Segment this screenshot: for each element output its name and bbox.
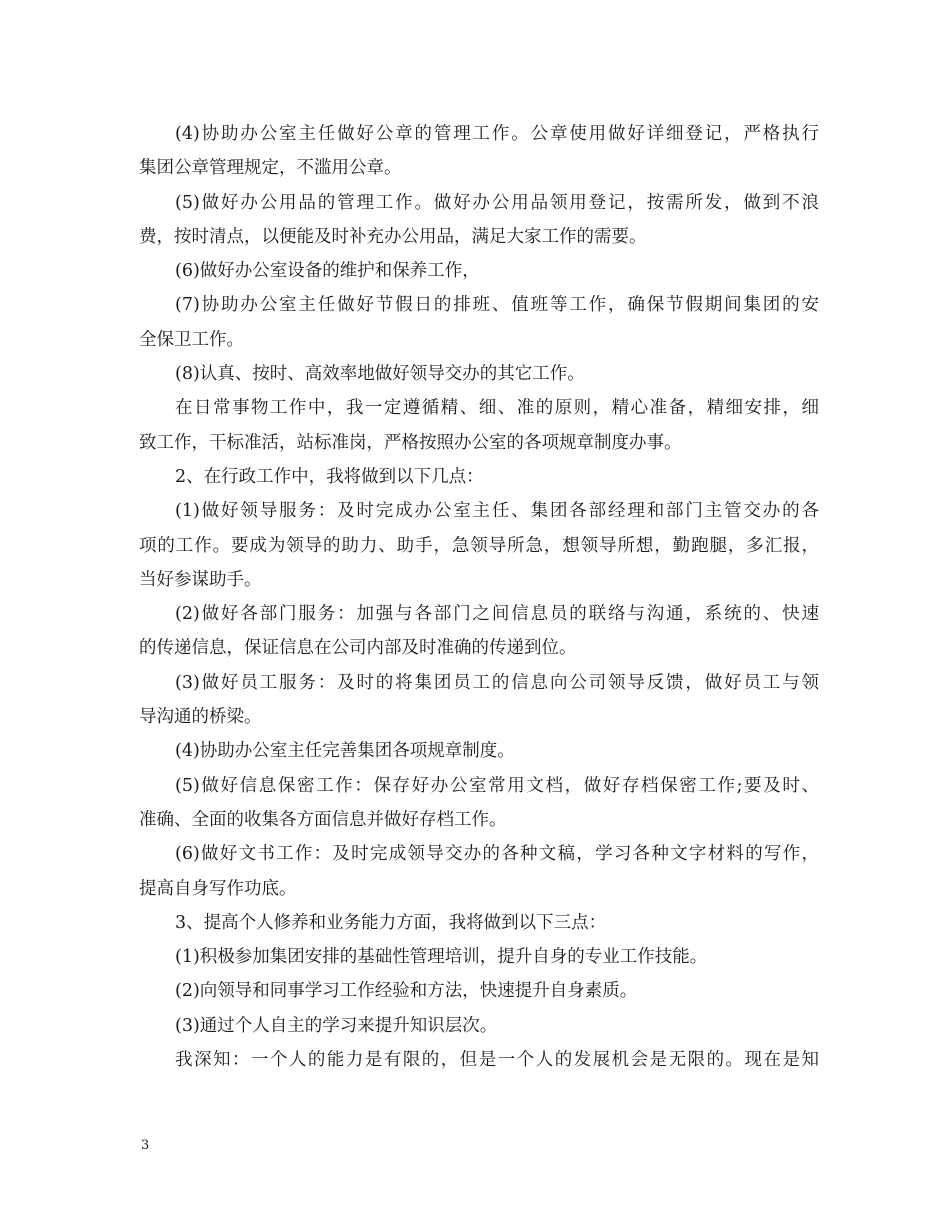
text-line: (4)协助办公室主任完善集团各项规章制度。 — [175, 741, 515, 762]
text-line: (2)向领导和同事学习工作经验和方法，快速提升自身素质。 — [175, 981, 638, 1002]
text-line: 2、在行政工作中，我将做到以下几点： — [175, 466, 484, 487]
text-line: (5)做好办公用品的管理工作。做好办公用品领用登记，按需所发，做到不浪 — [175, 192, 819, 213]
text-line: (4)协助办公室主任做好公章的管理工作。公章使用做好详细登记，严格执行 — [175, 124, 819, 144]
text-line: (7)协助办公室主任做好节假日的排班、值班等工作，确保节假期间集团的安 — [175, 295, 819, 316]
text-line: 项的工作。要成为领导的助力、助手，急领导所急，想领导所想，勤跑腿，多汇报， — [139, 535, 819, 556]
text-line: 导沟通的桥梁。 — [139, 707, 262, 728]
text-line: 提高自身写作功底。 — [139, 878, 297, 899]
text-line: (6)做好文书工作：及时完成领导交办的各种文稿，学习各种文字材料的写作， — [175, 844, 819, 865]
text-line: 全保卫工作。 — [139, 329, 244, 350]
text-line: 3、提高个人修养和业务能力方面，我将做到以下三点： — [175, 912, 607, 933]
text-line: 在日常事物工作中，我一定遵循精、细、准的原则，精心准备，精细安排，细 — [175, 398, 819, 419]
page-number: 3 — [141, 1138, 150, 1153]
text-line: 准确、全面的收集各方面信息并做好存档工作。 — [139, 809, 507, 830]
text-line: 费，按时清点，以便能及时补充办公用品，满足大家工作的需要。 — [139, 226, 647, 247]
text-line: 的传递信息，保证信息在公司内部及时准确的传递到位。 — [139, 638, 577, 659]
text-line: (1)做好领导服务：及时完成办公室主任、集团各部经理和部门主管交办的各 — [175, 501, 819, 522]
text-line: 当好参谋助手。 — [139, 569, 262, 590]
text-line: 致工作，干标准活，站标准岗，严格按照办公室的各项规章制度办事。 — [139, 432, 682, 453]
text-line: (3)做好员工服务：及时的将集团员工的信息向公司领导反馈，做好员工与领 — [175, 672, 819, 693]
text-line: (8)认真、按时、高效率地做好领导交办的其它工作。 — [175, 364, 585, 385]
text-line: 我深知：一个人的能力是有限的，但是一个人的发展机会是无限的。现在是知 — [175, 1050, 819, 1071]
text-line: (3)通过个人自主的学习来提升知识层次。 — [175, 1015, 498, 1036]
text-line: (2)做好各部门服务：加强与各部门之间信息员的联络与沟通，系统的、快速 — [175, 604, 819, 625]
text-line: 集团公章管理规定，不滥用公章。 — [139, 158, 402, 179]
text-line: (6)做好办公室设备的维护和保养工作， — [175, 261, 480, 282]
text-line: (5)做好信息保密工作：保存好办公室常用文档，做好存档保密工作;要及时、 — [175, 775, 819, 796]
text-line: (1)积极参加集团安排的基础性管理培训，提升自身的专业工作技能。 — [175, 947, 708, 968]
body-text — [139, 117, 819, 1077]
